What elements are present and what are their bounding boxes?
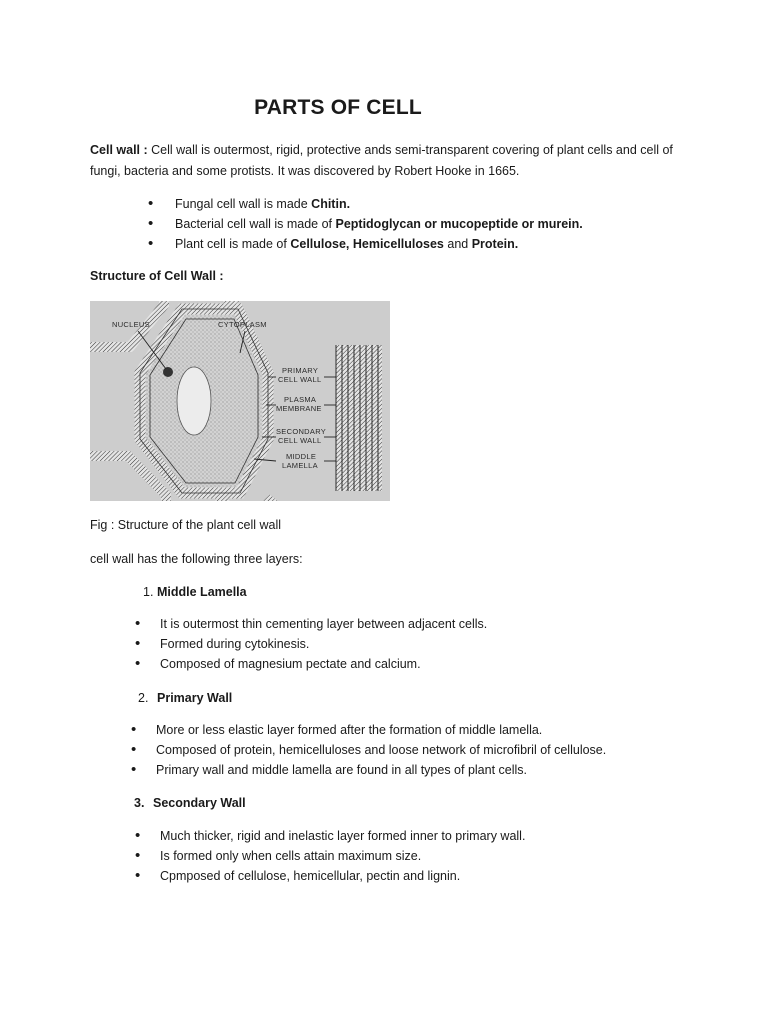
list-item: • Composed of protein, hemicelluloses and loose network of microfibril of cellulose. — [156, 740, 606, 760]
cell-wall-text: Cell wall is outermost, rigid, protective ands semi-transparent covering of plant cells and cell of fungi, bacteria and some protists. It was discovered by Robert Hooke in 1665. — [90, 143, 673, 178]
layer-heading-primary-wall: Primary Wall — [157, 691, 233, 705]
secondary-wall-list — [160, 826, 525, 886]
label-primary-1: PRIMARY — [282, 366, 319, 375]
list-item: • Composed of magnesium pectate and calcium. — [160, 654, 487, 674]
layer-number: 3. — [134, 796, 145, 810]
list-item: • Bacterial cell wall is made of Peptidoglycan or mucopeptide or murein. — [175, 214, 583, 234]
list-item: • More or less elastic layer formed after the formation of middle lamella. — [156, 720, 606, 740]
structure-heading: Structure of Cell Wall : — [90, 269, 224, 283]
list-item: • Cpmposed of cellulose, hemicellular, pectin and lignin. — [160, 866, 525, 886]
layers-intro: cell wall has the following three layers: — [90, 552, 303, 566]
label-plasma-1: PLASMA — [284, 395, 317, 404]
primary-wall-list — [156, 720, 606, 780]
label-primary-2: CELL WALL — [278, 375, 322, 384]
label-middle-1: MIDDLE — [286, 452, 317, 461]
list-item: • Is formed only when cells attain maximum size. — [160, 846, 525, 866]
list-item: • Plant cell is made of Cellulose, Hemicelluloses and Protein. — [175, 234, 583, 254]
label-cytoplasm: CYTOPLASM — [218, 320, 267, 329]
vacuole-shape — [177, 367, 211, 435]
nucleus-shape — [163, 367, 173, 377]
label-middle-2: LAMELLA — [282, 461, 318, 470]
list-item: • Formed during cytokinesis. — [160, 634, 487, 654]
list-item: • It is outermost thin cementing layer between adjacent cells. — [160, 614, 487, 634]
cell-wall-diagram — [90, 301, 390, 501]
page-title: PARTS OF CELL — [254, 96, 422, 119]
wall-layers-side-view — [336, 345, 382, 491]
cell-wall-term: Cell wall : — [90, 143, 148, 157]
layer-heading-secondary-wall: Secondary Wall — [153, 796, 246, 810]
layer-number: 2. — [138, 691, 149, 705]
layer-heading-middle-lamella: Middle Lamella — [157, 585, 247, 599]
list-item: • Fungal cell wall is made Chitin. — [175, 194, 583, 214]
middle-lamella-list — [160, 614, 487, 674]
list-item: • Much thicker, rigid and inelastic layer formed inner to primary wall. — [160, 826, 525, 846]
cell-wall-figure — [90, 301, 390, 501]
cell-wall-definition — [90, 140, 680, 182]
label-secondary-1: SECONDARY — [276, 427, 327, 436]
layer-number: 1. — [143, 585, 154, 599]
label-plasma-2: MEMBRANE — [276, 404, 322, 413]
composition-list — [175, 194, 583, 254]
label-secondary-2: CELL WALL — [278, 436, 322, 445]
list-item: • Primary wall and middle lamella are found in all types of plant cells. — [156, 760, 606, 780]
label-nucleus: NUCLEUS — [112, 320, 150, 329]
figure-caption: Fig : Structure of the plant cell wall — [90, 518, 282, 532]
